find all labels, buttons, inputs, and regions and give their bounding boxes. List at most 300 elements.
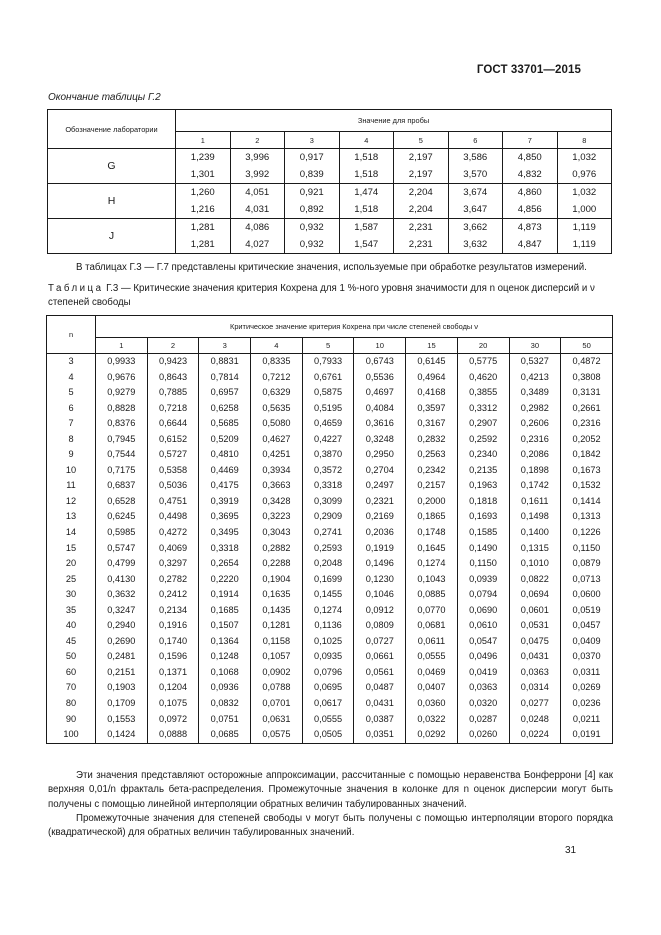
value-cell: 0,0561: [354, 665, 406, 681]
value-cell: 0,4272: [147, 525, 199, 541]
value-cell: 0,0469: [406, 665, 458, 681]
value-cell: 0,0351: [354, 727, 406, 743]
value-cell: 0,1916: [147, 618, 199, 634]
value-cell: 0,2316: [561, 416, 613, 432]
value-cell: 0,1842: [561, 447, 613, 463]
value-pair: [503, 149, 557, 183]
value-cell: 0,3099: [302, 494, 354, 510]
value-cell: 0,4627: [251, 432, 303, 448]
value-cell: 0,3297: [147, 556, 199, 572]
value-cell: 0,0555: [406, 649, 458, 665]
value-cell: 0,2741: [302, 525, 354, 541]
value-cell: 0,4810: [199, 447, 251, 463]
value-cell: 0,1400: [509, 525, 561, 541]
value-pair: [558, 149, 612, 183]
value-cell: 0,3855: [457, 385, 509, 401]
n-cell: 7: [47, 416, 96, 432]
value-cell: 0,1914: [199, 587, 251, 603]
table3-title: [48, 282, 614, 310]
table-row: [47, 416, 613, 432]
value-cell: 0,6957: [199, 385, 251, 401]
dof-column-header: 4: [251, 338, 303, 354]
value-cell: 0,3312: [457, 401, 509, 417]
value-pair: [340, 219, 394, 253]
value-second: 4,832: [517, 169, 542, 180]
table-row: [47, 447, 613, 463]
table-row: [47, 649, 613, 665]
cochran-value-header: Критическое значение критерия Кохрена при числе степеней свободы ν: [96, 316, 613, 338]
value-cell: 0,1455: [302, 587, 354, 603]
value-cell: 0,0610: [457, 618, 509, 634]
value-cell: 0,1585: [457, 525, 509, 541]
lab-cell: H: [48, 184, 176, 219]
lab-column-header: Обозначение лаборатории: [48, 110, 176, 149]
page-number: 31: [565, 845, 577, 856]
value-cell: 0,5685: [199, 416, 251, 432]
value-pair: [394, 149, 448, 183]
value-cell: 0,4469: [199, 463, 251, 479]
value-second: 0,892: [299, 204, 324, 215]
value-cell: 0,0694: [509, 587, 561, 603]
n-cell: 4: [47, 370, 96, 386]
value-cell: 0,0713: [561, 572, 613, 588]
value-cell: 0,8643: [147, 370, 199, 386]
value-cell: 0,5635: [251, 401, 303, 417]
value-first: 3,586: [463, 152, 488, 163]
value-cell: 0,4872: [561, 354, 613, 370]
table-row: [48, 149, 612, 184]
footnote-paragraph-1: Эти значения представляют осторожные аппроксимации, рассчитанные с помощью неравенства Бонферрони [4] как верхняя 0,01/n фракталь бета-распределения. Промежуточные значения в колонке для n оценок дисперсии могут быть получены с помощью линейной интерполяции обратных величин табулированных значений.: [48, 770, 613, 810]
value-cell: 0,0879: [561, 556, 613, 572]
value-cell: 0,6761: [302, 370, 354, 386]
value-cell: 0,6644: [147, 416, 199, 432]
value-first: 1,119: [572, 222, 596, 233]
value-pair: [285, 149, 339, 183]
table-g3: [46, 315, 613, 744]
value-cell: 0,0751: [199, 712, 251, 728]
value-cell: 0,3695: [199, 509, 251, 525]
n-cell: 50: [47, 649, 96, 665]
value-cell: 0,1204: [147, 680, 199, 696]
value-cell: 0,5747: [96, 541, 148, 557]
n-cell: 9: [47, 447, 96, 463]
value-cell: 0,2412: [147, 587, 199, 603]
value-cell: 0,3495: [199, 525, 251, 541]
value-cell: 0,1057: [251, 649, 303, 665]
value-cell: 0,0611: [406, 634, 458, 650]
value-cell: 0,9423: [147, 354, 199, 370]
value-first: 1,281: [190, 222, 215, 233]
value-cell: 0,0311: [561, 665, 613, 681]
value-cell: 0,1673: [561, 463, 613, 479]
value-first: 2,204: [408, 187, 433, 198]
value-cell: 0,7933: [302, 354, 354, 370]
value-second: 1,518: [354, 204, 379, 215]
value-second: 3,647: [463, 204, 488, 215]
n-cell: 35: [47, 603, 96, 619]
value-cell: 0,0322: [406, 712, 458, 728]
value-pair: [449, 184, 503, 218]
table-row: [47, 712, 613, 728]
dof-column-header: 50: [561, 338, 613, 354]
table1-body: [48, 149, 612, 254]
n-cell: 3: [47, 354, 96, 370]
value-cell: 0,6145: [406, 354, 458, 370]
value-cell: 0,2321: [354, 494, 406, 510]
value-cell: 0,0600: [561, 587, 613, 603]
value-cell: [503, 184, 558, 219]
value-cell: 0,0939: [457, 572, 509, 588]
value-cell: 0,3572: [302, 463, 354, 479]
note-text: В таблицах Г.3 — Г.7 представлены критические значения, используемые при обработке результатов измерений.: [76, 262, 587, 273]
value-cell: 0,5036: [147, 478, 199, 494]
value-cell: 0,2882: [251, 541, 303, 557]
value-cell: 0,0496: [457, 649, 509, 665]
value-cell: 0,0519: [561, 603, 613, 619]
sample-column-header: 2: [230, 132, 285, 149]
value-cell: [176, 219, 231, 254]
value-first: 4,873: [517, 222, 542, 233]
value-cell: 0,0832: [199, 696, 251, 712]
value-cell: 0,7544: [96, 447, 148, 463]
value-first: 1,239: [190, 152, 215, 163]
value-cell: 0,2592: [457, 432, 509, 448]
value-cell: 0,0457: [561, 618, 613, 634]
value-cell: 0,0531: [509, 618, 561, 634]
value-first: 4,051: [245, 187, 270, 198]
table-row: [47, 572, 613, 588]
value-cell: 0,8831: [199, 354, 251, 370]
value-cell: 0,2151: [96, 665, 148, 681]
value-cell: 0,0363: [509, 665, 561, 681]
value-cell: 0,0661: [354, 649, 406, 665]
value-pair: [340, 149, 394, 183]
n-cell: 100: [47, 727, 96, 743]
value-second: 1,547: [354, 239, 379, 250]
value-second: 4,031: [245, 204, 270, 215]
value-cell: 0,6528: [96, 494, 148, 510]
value-cell: 0,1150: [457, 556, 509, 572]
value-cell: 0,1685: [199, 603, 251, 619]
sample-column-header: 8: [557, 132, 612, 149]
value-cell: 0,0475: [509, 634, 561, 650]
value-cell: 0,5080: [251, 416, 303, 432]
table-row: [47, 525, 613, 541]
value-cell: 0,4751: [147, 494, 199, 510]
value-cell: 0,5875: [302, 385, 354, 401]
value-cell: 0,2169: [354, 509, 406, 525]
value-cell: 0,2690: [96, 634, 148, 650]
table-row: [47, 587, 613, 603]
table-row: [47, 463, 613, 479]
value-cell: 0,4213: [509, 370, 561, 386]
sample-value-header: Значение для пробы: [176, 110, 612, 132]
value-second: 1,000: [572, 204, 597, 215]
sample-column-header: 4: [339, 132, 394, 149]
value-cell: 0,3428: [251, 494, 303, 510]
value-cell: 0,2048: [302, 556, 354, 572]
value-cell: 0,1315: [509, 541, 561, 557]
value-cell: 0,1414: [561, 494, 613, 510]
value-first: 1,518: [354, 152, 379, 163]
value-cell: 0,7175: [96, 463, 148, 479]
table-word: Таблица: [48, 283, 104, 294]
table-row: [47, 556, 613, 572]
value-cell: 0,1371: [147, 665, 199, 681]
value-cell: [394, 149, 449, 184]
value-cell: 0,6258: [199, 401, 251, 417]
value-cell: 0,0314: [509, 680, 561, 696]
value-cell: 0,2086: [509, 447, 561, 463]
table3-title-text: Г.3 — Критические значения критерия Кохрена для 1 %-ного уровня значимости для n оценок дисперсий и ν степеней свободы: [48, 283, 595, 308]
value-cell: 0,1635: [251, 587, 303, 603]
value-cell: 0,0902: [251, 665, 303, 681]
value-cell: 0,2704: [354, 463, 406, 479]
value-cell: 0,0224: [509, 727, 561, 743]
value-cell: 0,1435: [251, 603, 303, 619]
table-g2-end: [47, 109, 612, 254]
sample-column-header: 7: [503, 132, 558, 149]
value-cell: 0,1865: [406, 509, 458, 525]
value-cell: 0,0617: [302, 696, 354, 712]
n-cell: 12: [47, 494, 96, 510]
lab-cell: G: [48, 149, 176, 184]
value-cell: 0,4498: [147, 509, 199, 525]
value-second: 1,216: [190, 204, 215, 215]
value-cell: [503, 219, 558, 254]
value-cell: 0,2909: [302, 509, 354, 525]
value-cell: 0,0236: [561, 696, 613, 712]
value-cell: 0,7945: [96, 432, 148, 448]
value-pair: [231, 184, 285, 218]
footnote-paragraph-2: Промежуточные значения для степеней свободы ν могут быть получены с помощью интерполяции второго порядка (квадратической) для обратных величин табулированных значений.: [48, 812, 613, 839]
value-pair: [449, 219, 503, 253]
value-pair: [340, 184, 394, 218]
table-row: [47, 370, 613, 386]
value-cell: 0,1490: [457, 541, 509, 557]
value-pair: [558, 184, 612, 218]
value-cell: 0,1068: [199, 665, 251, 681]
value-cell: 0,2316: [509, 432, 561, 448]
value-cell: 0,1611: [509, 494, 561, 510]
value-cell: 0,3919: [199, 494, 251, 510]
dof-columns-row: [47, 338, 613, 354]
value-cell: 0,0505: [302, 727, 354, 743]
value-first: 1,032: [572, 187, 597, 198]
value-cell: 0,2135: [457, 463, 509, 479]
value-cell: 0,0888: [147, 727, 199, 743]
n-cell: 5: [47, 385, 96, 401]
value-cell: 0,1904: [251, 572, 303, 588]
value-cell: 0,0431: [509, 649, 561, 665]
value-cell: 0,0822: [509, 572, 561, 588]
value-pair: [176, 184, 230, 218]
value-cell: [448, 149, 503, 184]
value-cell: 0,9676: [96, 370, 148, 386]
value-cell: 0,1230: [354, 572, 406, 588]
document-code: ГОСТ 33701—2015: [476, 64, 581, 76]
value-cell: 0,0885: [406, 587, 458, 603]
value-cell: 0,0936: [199, 680, 251, 696]
value-cell: 0,0431: [354, 696, 406, 712]
value-cell: [339, 184, 394, 219]
value-cell: 0,2220: [199, 572, 251, 588]
value-cell: 0,1313: [561, 509, 613, 525]
value-cell: 0,3318: [199, 541, 251, 557]
value-pair: [394, 184, 448, 218]
value-cell: 0,1248: [199, 649, 251, 665]
value-cell: 0,4964: [406, 370, 458, 386]
value-cell: 0,0681: [406, 618, 458, 634]
value-cell: 0,0248: [509, 712, 561, 728]
value-cell: 0,0191: [561, 727, 613, 743]
value-cell: [176, 184, 231, 219]
lab-cell: J: [48, 219, 176, 254]
table-row: [47, 354, 613, 370]
value-first: 4,860: [517, 187, 542, 198]
value-cell: 0,4175: [199, 478, 251, 494]
value-cell: 0,4251: [251, 447, 303, 463]
value-cell: 0,5985: [96, 525, 148, 541]
dof-column-header: 15: [406, 338, 458, 354]
value-cell: 0,5358: [147, 463, 199, 479]
value-second: 3,992: [245, 169, 270, 180]
value-cell: 0,9279: [96, 385, 148, 401]
dof-column-header: 10: [354, 338, 406, 354]
value-second: 1,119: [572, 239, 596, 250]
value-cell: 0,2000: [406, 494, 458, 510]
value-cell: 0,7212: [251, 370, 303, 386]
sample-column-header: 3: [285, 132, 340, 149]
value-cell: 0,3632: [96, 587, 148, 603]
table-row: [47, 696, 613, 712]
value-cell: 0,2036: [354, 525, 406, 541]
value-cell: 0,0260: [457, 727, 509, 743]
value-cell: 0,5195: [302, 401, 354, 417]
value-cell: 0,0287: [457, 712, 509, 728]
value-first: 0,917: [299, 152, 324, 163]
n-cell: 70: [47, 680, 96, 696]
value-cell: 0,0575: [251, 727, 303, 743]
value-cell: [285, 149, 340, 184]
value-cell: 0,1274: [302, 603, 354, 619]
value-first: 3,662: [463, 222, 488, 233]
n-column-header: n: [47, 316, 96, 354]
value-cell: 0,0912: [354, 603, 406, 619]
value-cell: 0,2342: [406, 463, 458, 479]
value-cell: 0,1136: [302, 618, 354, 634]
value-cell: 0,3934: [251, 463, 303, 479]
table-row: [47, 634, 613, 650]
table-row: [47, 618, 613, 634]
value-cell: [230, 219, 285, 254]
value-cell: 0,2481: [96, 649, 148, 665]
value-cell: 0,0794: [457, 587, 509, 603]
value-cell: 0,6152: [147, 432, 199, 448]
value-cell: 0,3616: [354, 416, 406, 432]
dof-column-header: 2: [147, 338, 199, 354]
value-first: 1,260: [190, 187, 215, 198]
value-cell: 0,1645: [406, 541, 458, 557]
value-cell: 0,1043: [406, 572, 458, 588]
value-pair: [285, 184, 339, 218]
value-cell: [448, 184, 503, 219]
dof-column-header: 3: [199, 338, 251, 354]
value-second: 3,632: [463, 239, 488, 250]
value-cell: 0,2907: [457, 416, 509, 432]
value-cell: 0,1158: [251, 634, 303, 650]
dof-column-header: 30: [509, 338, 561, 354]
value-cell: [176, 149, 231, 184]
value-cell: 0,5727: [147, 447, 199, 463]
n-cell: 20: [47, 556, 96, 572]
value-cell: 0,0972: [147, 712, 199, 728]
value-cell: 0,1742: [509, 478, 561, 494]
value-cell: [394, 219, 449, 254]
value-second: 2,204: [408, 204, 433, 215]
sample-column-header: 5: [394, 132, 449, 149]
value-cell: 0,2950: [354, 447, 406, 463]
value-second: 0,839: [299, 169, 324, 180]
n-cell: 11: [47, 478, 96, 494]
value-first: 3,674: [463, 187, 488, 198]
value-cell: 0,0407: [406, 680, 458, 696]
n-cell: 40: [47, 618, 96, 634]
value-cell: 0,0211: [561, 712, 613, 728]
value-cell: 0,0788: [251, 680, 303, 696]
n-cell: 60: [47, 665, 96, 681]
value-cell: 0,0631: [251, 712, 303, 728]
value-cell: 0,4168: [406, 385, 458, 401]
value-cell: 0,1699: [302, 572, 354, 588]
value-cell: 0,6245: [96, 509, 148, 525]
value-first: 2,231: [408, 222, 433, 233]
value-cell: 0,3167: [406, 416, 458, 432]
value-pair: [449, 149, 503, 183]
value-cell: 0,0685: [199, 727, 251, 743]
value-cell: 0,2606: [509, 416, 561, 432]
value-cell: 0,0292: [406, 727, 458, 743]
value-cell: 0,2340: [457, 447, 509, 463]
value-cell: 0,1496: [354, 556, 406, 572]
value-second: 3,570: [463, 169, 488, 180]
value-cell: 0,8828: [96, 401, 148, 417]
value-cell: [339, 219, 394, 254]
value-cell: 0,4130: [96, 572, 148, 588]
value-cell: 0,1919: [354, 541, 406, 557]
value-cell: 0,1075: [147, 696, 199, 712]
n-cell: 6: [47, 401, 96, 417]
value-cell: 0,0770: [406, 603, 458, 619]
value-second: 2,197: [408, 169, 433, 180]
dof-column-header: 1: [96, 338, 148, 354]
value-cell: [557, 219, 612, 254]
value-cell: 0,8376: [96, 416, 148, 432]
value-cell: 0,2940: [96, 618, 148, 634]
value-cell: 0,1281: [251, 618, 303, 634]
value-pair: [503, 184, 557, 218]
value-cell: 0,1507: [199, 618, 251, 634]
value-cell: 0,4697: [354, 385, 406, 401]
value-pair: [231, 149, 285, 183]
value-cell: 0,1010: [509, 556, 561, 572]
table-row: [47, 665, 613, 681]
n-cell: 25: [47, 572, 96, 588]
value-cell: 0,2782: [147, 572, 199, 588]
value-cell: 0,4620: [457, 370, 509, 386]
n-cell: 15: [47, 541, 96, 557]
value-cell: 0,1740: [147, 634, 199, 650]
